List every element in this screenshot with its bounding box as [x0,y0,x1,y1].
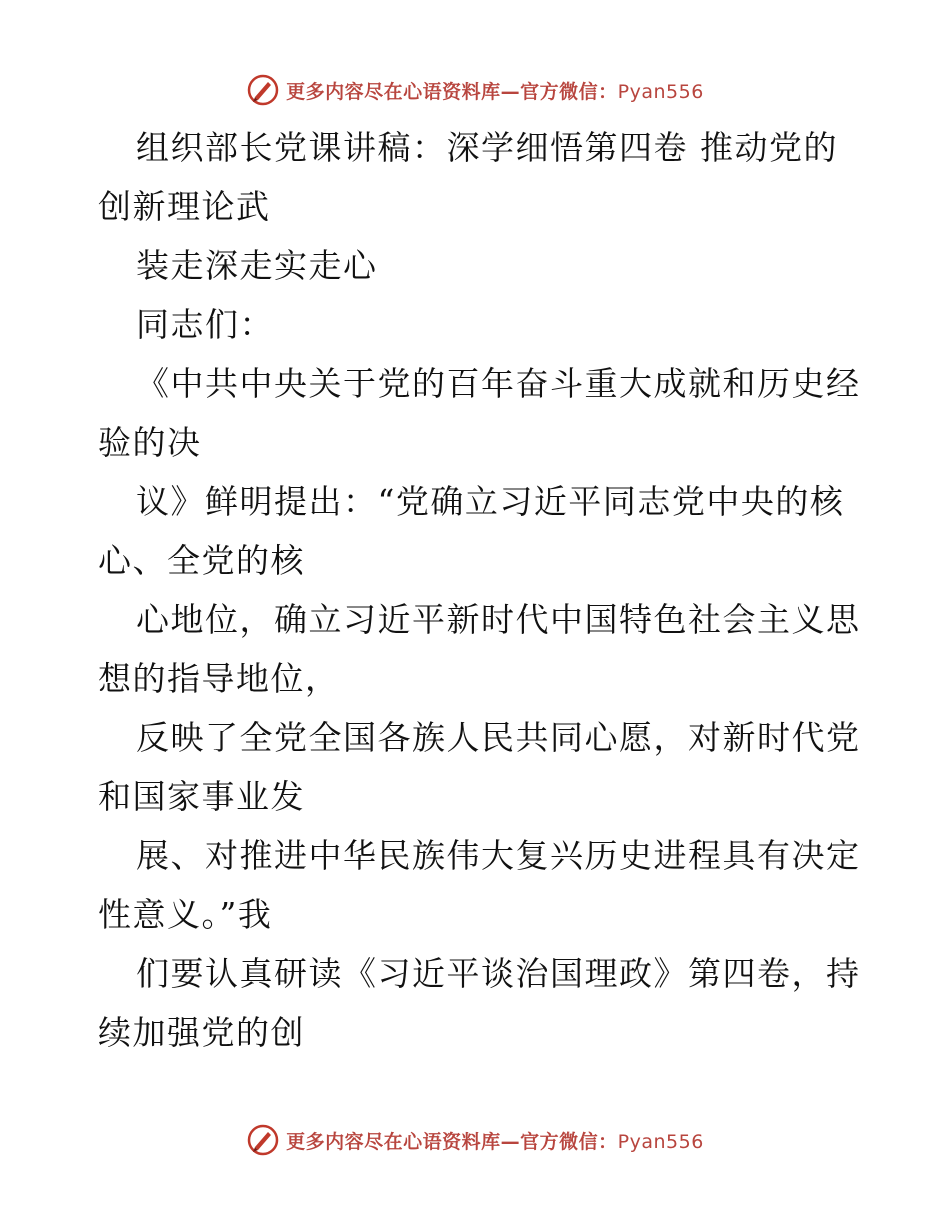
document-body [98,118,861,1062]
footer-watermark [0,1118,950,1162]
text-line: 议》鲜明提出：“党确立习近平同志党中央的核 [136,482,845,521]
text-line: 《中共中央关于党的百年奋斗重大成就和历史经 [136,364,861,403]
text-line: 性意义。”我 [98,895,273,934]
text-line: 创新理论武 [98,187,271,226]
text-line: 和国家事业发 [98,777,305,816]
text-line: 心地位，确立习近平新时代中国特色社会主义思 [136,600,861,639]
text-line: 想的指导地位， [98,659,340,698]
text-line: 组织部长党课讲稿：深学细悟第四卷 推动党的 [136,128,838,167]
text-line: 验的决 [98,423,202,462]
text-line: 同志们： [136,305,274,344]
header-watermark [0,68,950,112]
text-line: 们要认真研读《习近平谈治国理政》第四卷，持 [136,954,861,993]
text-line: 反映了全党全国各族人民共同心愿，对新时代党 [136,718,861,757]
text-line: 展、对推进中华民族伟大复兴历史进程具有决定 [136,836,861,875]
pen-logo-icon [246,73,280,107]
header-watermark-text: 更多内容尽在心语资料库—官方微信：Pyan556 [286,80,704,103]
pen-logo-icon [246,1123,280,1157]
footer-watermark-text: 更多内容尽在心语资料库—官方微信：Pyan556 [286,1130,704,1153]
text-line: 续加强党的创 [98,1013,305,1052]
text-line: 心、全党的核 [98,541,305,580]
text-line: 装走深走实走心 [136,246,378,285]
